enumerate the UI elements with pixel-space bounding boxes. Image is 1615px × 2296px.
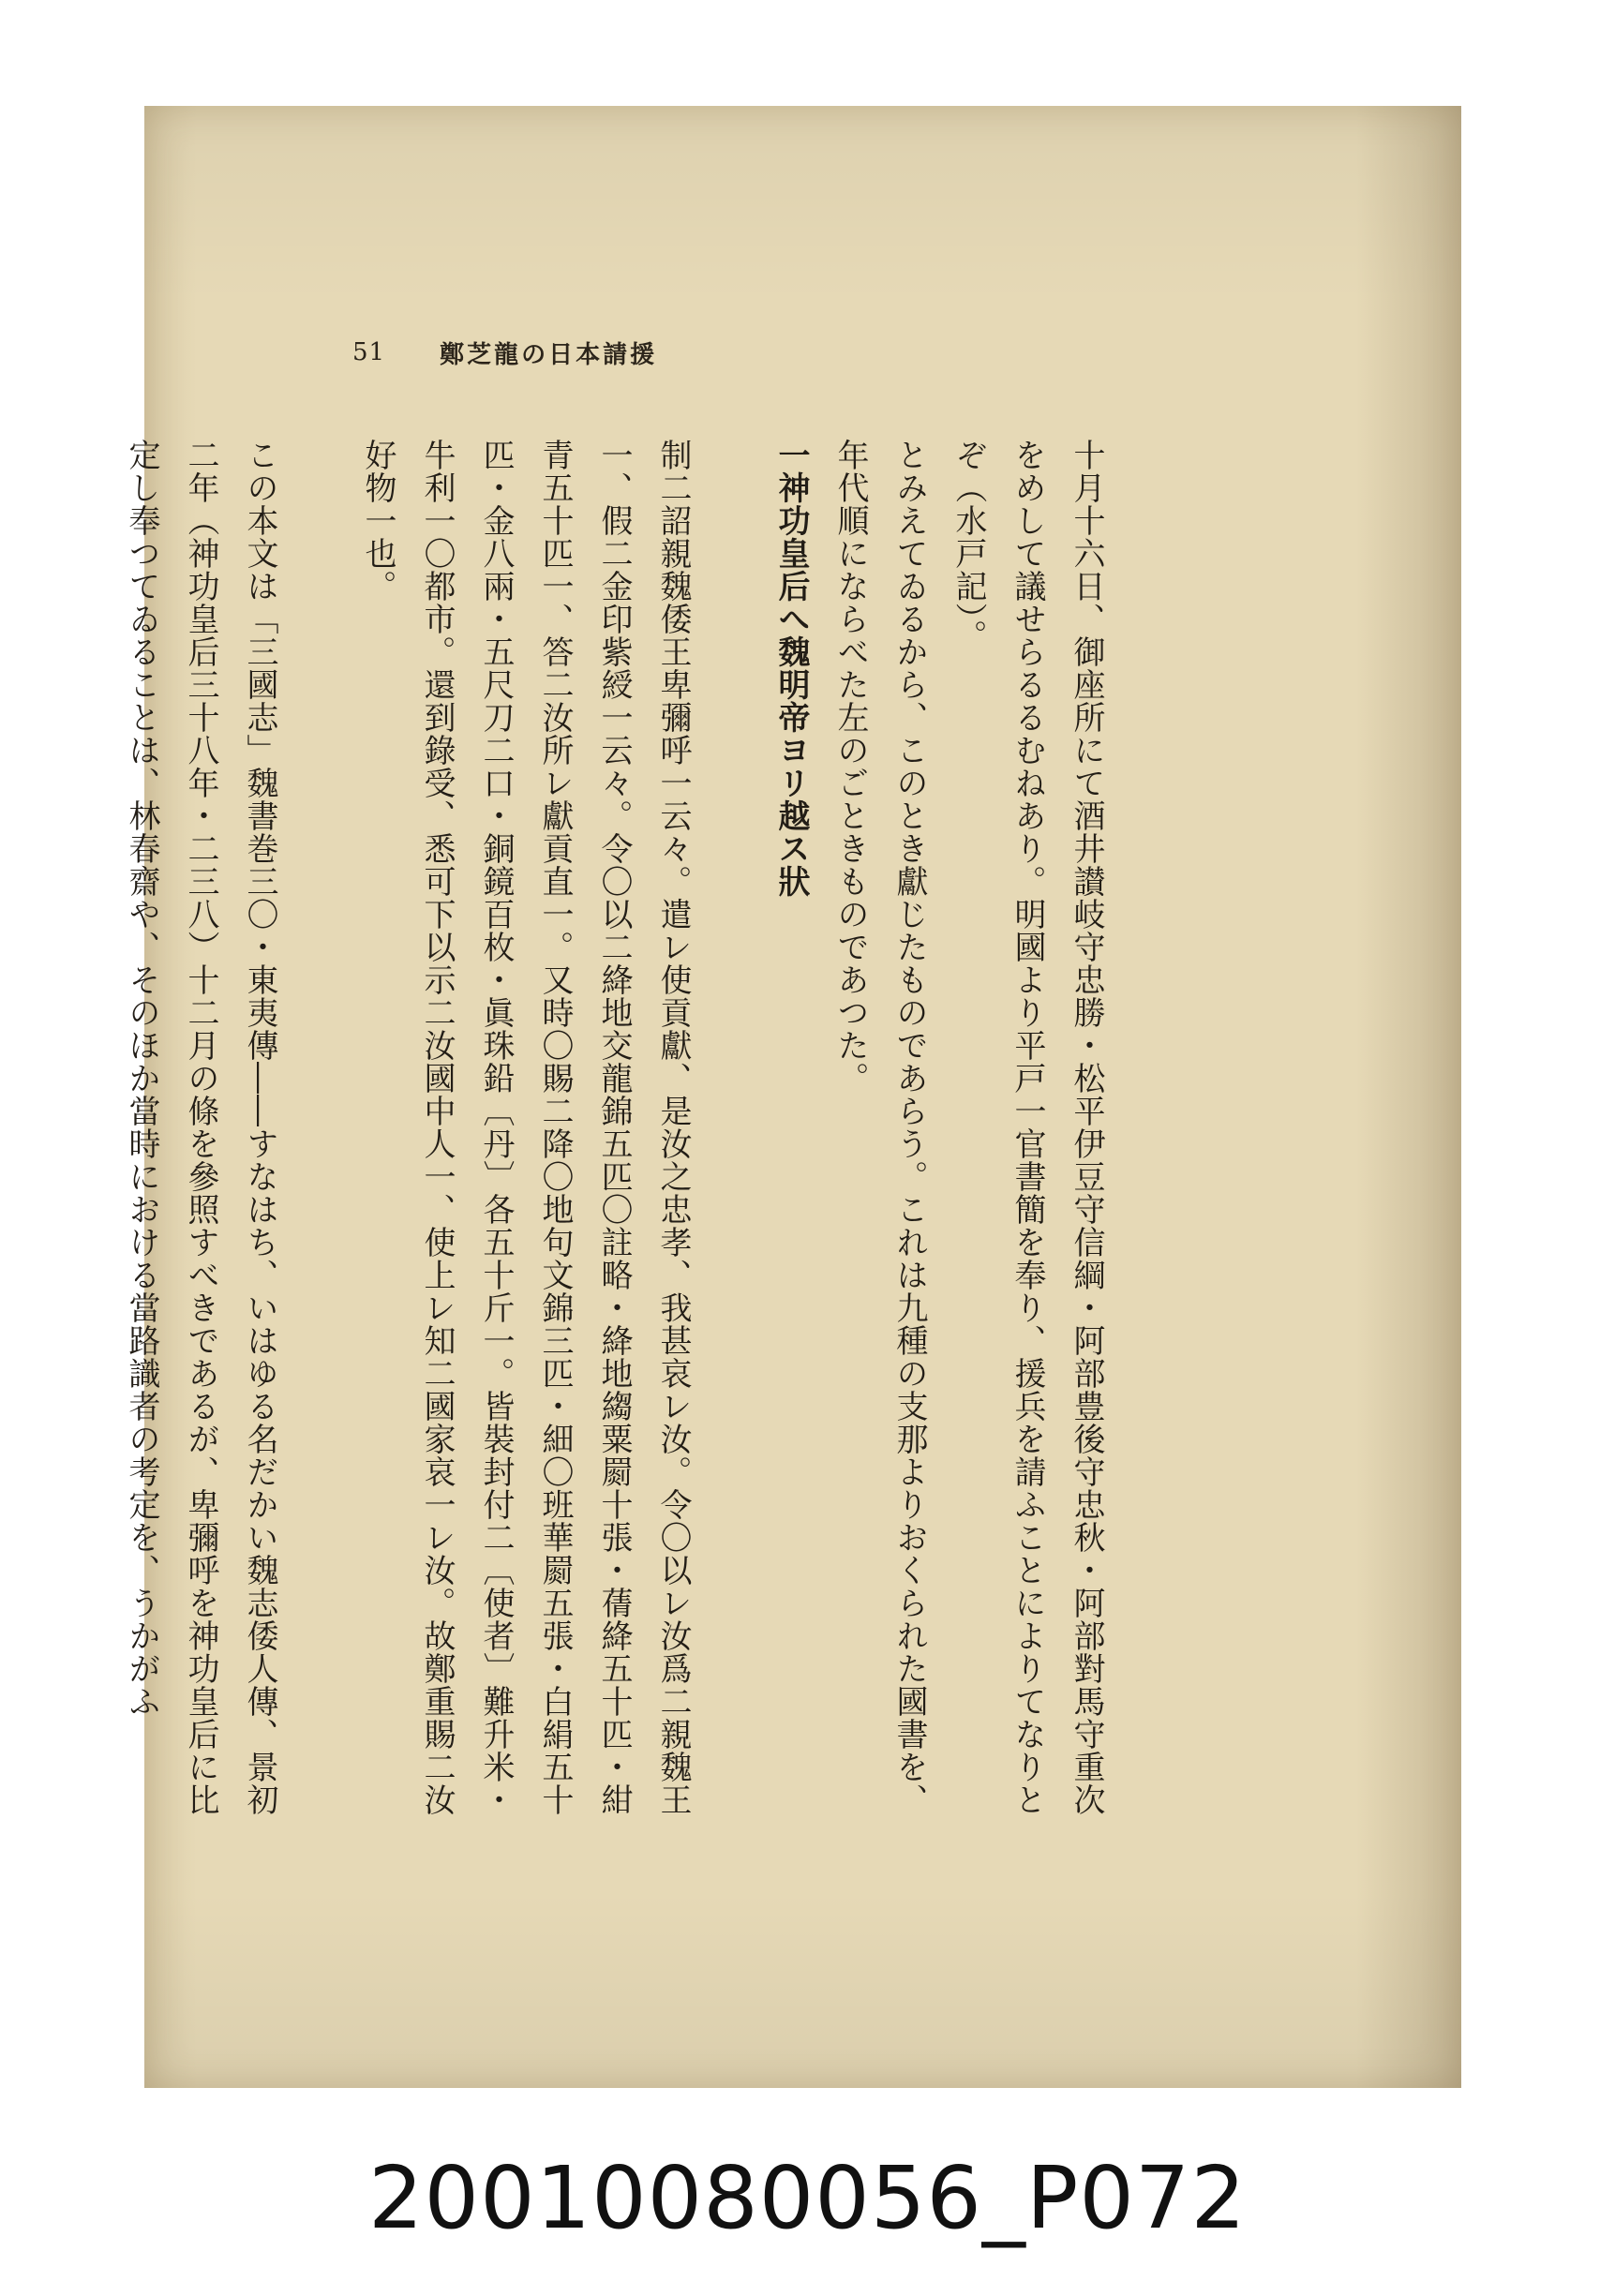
paragraph-commentary: この本文は「三國志」魏書巻三〇・東夷傳――すなはち、いはゆる名だかい魏志倭人傳、景初二年（神功皇后三十八年・二三八）十二月の條を參照すべきであるが、卑彌呼を神功皇后に比定し奉つてゐることは、林春齋や、そのほか當時における當路識者の考定を、うかがふ	[123, 439, 278, 1816]
running-title: 鄭芝龍の日本請援	[440, 340, 658, 369]
page-header	[352, 334, 657, 371]
body-text	[123, 439, 1115, 1844]
paragraph-quote-intro: 十月十六日、御座所にて酒井讃岐守忠勝・松平伊豆守信綱・阿部豊後守忠秋・阿部對馬守重次をめして議せらるるむねあり。明國より平戸一官書簡を奉り、援兵を請ふことによりてなりとぞ（水戸記）。	[950, 439, 1105, 1816]
paragraph-context: とみえてゐるから、このとき獻じたものであらう。これは九種の支那よりおくられた國書を、年代順にならべた左のごときものであつた。	[831, 439, 928, 1816]
section-heading: 一神功皇后へ魏明帝ヨリ越ス狀	[772, 439, 810, 898]
image-id-label: 20010080056_P072	[368, 2148, 1247, 2248]
page-number: 51	[352, 338, 386, 366]
paragraph-kanbun-letter: 制二詔親魏倭王卑彌呼一云々。遣レ使貢獻、是汝之忠孝、我甚哀レ汝。令〇以レ汝爲二親魏王一、假二金印紫綬一云々。令〇以二絳地交龍錦五匹〇註略・絳地縐粟罽十張・蒨絳五十匹・紺青五十匹一、答二汝所レ獻貢直一。又時〇賜二降〇地句文錦三匹・細〇班華罽五張・白絹五十匹・金八兩・五尺刀二口・銅鏡百枚・眞珠鉛〔丹〕各五十斤一。皆裝封付二〔使者〕難升米・牛利一〇都市。還到錄受、悉可下以示二汝國中人一、使上レ知二國家哀一レ汝。故鄭重賜二汝好物一也。	[359, 439, 692, 1816]
